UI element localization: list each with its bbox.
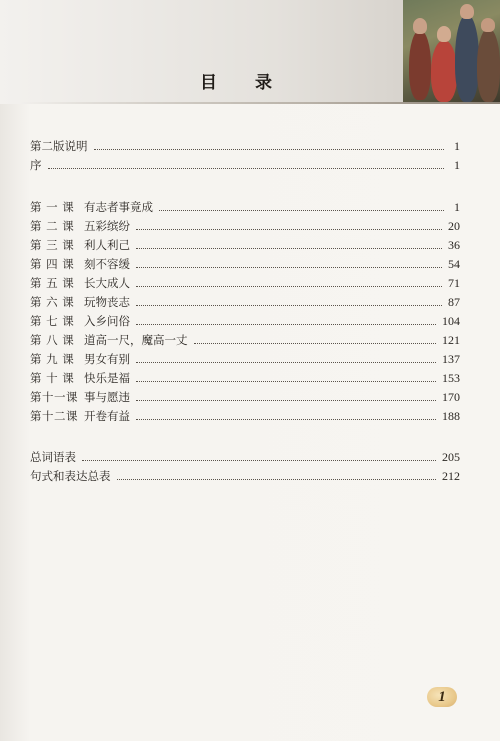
lesson-number: 第 九 课 (30, 352, 75, 366)
toc-row-lesson-6[interactable] (30, 293, 460, 311)
page-number-badge: 1 (427, 687, 457, 707)
toc-row-lesson-8[interactable] (30, 331, 460, 349)
header-rule (20, 102, 500, 104)
toc-row-vocabulary[interactable] (30, 448, 460, 466)
dot-leader (136, 248, 442, 249)
toc-label: 刻不容缓 (84, 257, 130, 271)
dot-leader (136, 362, 436, 363)
toc-page: 121 (442, 333, 460, 347)
toc-label: 序 (30, 158, 42, 172)
lesson-number: 第 六 课 (30, 295, 75, 309)
dot-leader (194, 343, 437, 344)
dot-leader (136, 400, 436, 401)
dot-leader (136, 324, 436, 325)
dot-leader (136, 229, 442, 230)
toc-label: 开卷有益 (84, 409, 130, 423)
toc-label: 利人利己 (84, 238, 130, 252)
toc-row-lesson-5[interactable] (30, 274, 460, 292)
lesson-number: 第 二 课 (30, 219, 75, 233)
toc-label: 玩物丧志 (84, 295, 130, 309)
dot-leader (94, 149, 445, 150)
toc-label: 句式和表达总表 (30, 469, 111, 483)
dot-leader (48, 168, 445, 169)
toc-label: 长大成人 (84, 276, 130, 290)
toc-page: 36 (448, 238, 460, 252)
toc-label: 有志者事竟成 (84, 200, 153, 214)
toc-row-lesson-10[interactable] (30, 369, 460, 387)
toc-row-lesson-3[interactable] (30, 236, 460, 254)
lesson-number: 第 三 课 (30, 238, 75, 252)
lesson-number: 第 七 课 (30, 314, 75, 328)
header-photo (403, 0, 500, 102)
lesson-number: 第 四 课 (30, 257, 75, 271)
toc-label: 第二版说明 (30, 139, 88, 153)
toc-page: 188 (442, 409, 460, 423)
toc-page: 1 (454, 158, 460, 172)
lesson-number: 第 一 课 (30, 200, 75, 214)
toc-row-lesson-11[interactable] (30, 388, 460, 406)
toc-page: 87 (448, 295, 460, 309)
lesson-number: 第 十 课 (30, 371, 75, 385)
toc-row-lesson-2[interactable] (30, 217, 460, 235)
lesson-number: 第十二课 (30, 409, 78, 423)
toc-page: 1 (454, 139, 460, 153)
toc-page: 137 (442, 352, 460, 366)
toc-page: 212 (442, 469, 460, 483)
lesson-number: 第 五 课 (30, 276, 75, 290)
toc-page: 170 (442, 390, 460, 404)
toc-page: 153 (442, 371, 460, 385)
toc-row-sentence-patterns[interactable] (30, 467, 460, 485)
toc-page: 71 (448, 276, 460, 290)
dot-leader (117, 479, 437, 480)
dot-leader (136, 381, 436, 382)
toc-row-lesson-9[interactable] (30, 350, 460, 368)
toc-row-lesson-4[interactable] (30, 255, 460, 273)
toc-label: 入乡问俗 (84, 314, 130, 328)
toc-row-preface[interactable] (30, 156, 460, 174)
toc-row-edition-note[interactable] (30, 137, 460, 155)
toc-page: 1 (454, 200, 460, 214)
toc-label: 快乐是福 (84, 371, 130, 385)
toc-label: 总词语表 (30, 450, 76, 464)
toc-page: 205 (442, 450, 460, 464)
lesson-number: 第十一课 (30, 390, 78, 404)
toc-page: 104 (442, 314, 460, 328)
dot-leader (159, 210, 444, 211)
toc-page: 54 (448, 257, 460, 271)
toc-label: 道高一尺，魔高一丈 (84, 333, 188, 347)
toc-label: 五彩缤纷 (84, 219, 130, 233)
toc-row-lesson-7[interactable] (30, 312, 460, 330)
dot-leader (136, 286, 442, 287)
dot-leader (82, 460, 436, 461)
toc-row-lesson-1[interactable] (30, 198, 460, 216)
toc-label: 男女有别 (84, 352, 130, 366)
page-title: 目录 (200, 73, 310, 93)
toc-label: 事与愿违 (84, 390, 130, 404)
toc-row-lesson-12[interactable] (30, 407, 460, 425)
dot-leader (136, 419, 436, 420)
lesson-number: 第 八 课 (30, 333, 75, 347)
dot-leader (136, 267, 442, 268)
toc-page: 20 (448, 219, 460, 233)
dot-leader (136, 305, 442, 306)
